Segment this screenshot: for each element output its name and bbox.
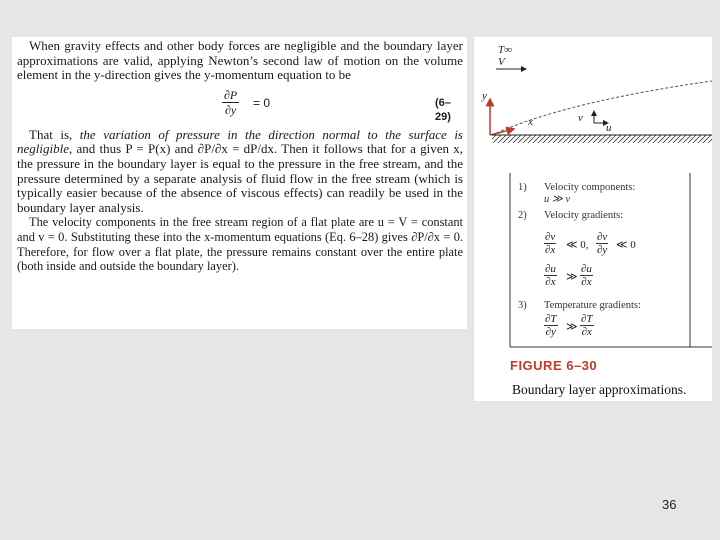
equation-numerator: ∂P xyxy=(224,87,238,102)
equation-denominator: ∂y xyxy=(225,102,237,117)
t-inf-label: T∞ xyxy=(498,44,512,56)
paragraph-flat-plate: The velocity components in the free stream region of a flat plate are u = V = constant and v = 0. Substituting these into the x-momentum equations (Eq. 6–28) gives ∂P/∂x = 0. Therefore, for flow over a flat plate, the pressure remains constant over the entire plate (both inside and outside the boundary layer). xyxy=(17,215,463,274)
gradient-fraction xyxy=(544,231,556,256)
gradient-fraction xyxy=(544,313,558,338)
equation-rhs: = 0 xyxy=(253,95,271,110)
fraction-numerator: ∂T xyxy=(581,313,593,325)
fraction-numerator: ∂u xyxy=(545,263,556,275)
relation-operator: ≪ 0, xyxy=(566,239,589,251)
figure-panel xyxy=(474,37,712,401)
fraction-denominator: ∂x xyxy=(545,244,556,256)
text-panel xyxy=(12,37,467,329)
fraction-denominator: ∂x xyxy=(581,326,592,338)
boundary-layer-edge xyxy=(492,81,712,135)
list-item-number: 1) xyxy=(518,182,527,193)
fraction-denominator: ∂x xyxy=(545,276,556,288)
relation-operator: ≫ xyxy=(566,321,578,333)
paragraph-y-momentum-intro: When gravity effects and other body forces are negligible and the boundary layer approximations are valid, applying Newton’s second law of motion on the volume element in the y-direction gives the y-momentum equation to be xyxy=(17,38,463,83)
fraction-numerator: ∂v xyxy=(545,231,556,243)
equation-fraction xyxy=(222,88,239,117)
list-item-number: 3) xyxy=(518,300,527,311)
fraction-numerator: ∂v xyxy=(597,231,608,243)
paragraph-text: , and thus P = P(x) and ∂P/∂x = dP/dx. Then it follows that for a given x, the pressure in the boundary layer is equal to the pressure in the free stream, and the pressure determined by a separate analysis of fluid flow in the free stream (which is typically easier because of the absence of viscous effects) can readily be used in the boundary layer analysis. xyxy=(17,141,463,215)
fraction-numerator: ∂T xyxy=(545,313,557,325)
figure-title: FIGURE 6–30 xyxy=(510,358,598,373)
v-free-stream-label: V xyxy=(498,56,505,68)
gradient-fraction xyxy=(580,313,594,338)
list-item xyxy=(518,182,698,208)
list-item-detail: u ≫ v xyxy=(544,194,571,205)
fraction-denominator: ∂y xyxy=(545,326,556,338)
equation-label: (6–29) xyxy=(435,96,451,124)
v-label: v xyxy=(578,112,583,124)
list-item-number: 2) xyxy=(518,210,527,221)
figure-caption: Boundary layer approximations. xyxy=(512,382,687,397)
fraction-numerator: ∂u xyxy=(581,263,592,275)
gradient-fraction xyxy=(544,263,557,288)
u-label: u xyxy=(606,122,612,134)
paragraph-pressure-variation xyxy=(17,128,463,216)
equation-6-29 xyxy=(17,86,463,124)
relation-operator: ≪ 0 xyxy=(616,239,636,251)
y-label: y xyxy=(482,90,487,102)
list-item-label: Velocity gradients: xyxy=(544,210,624,221)
fraction-denominator: ∂y xyxy=(597,244,608,256)
x-label: x xyxy=(528,116,533,128)
relation-operator: ≫ xyxy=(566,271,578,283)
list-item-label: Velocity components: xyxy=(544,182,636,193)
page-number: 36 xyxy=(662,497,677,512)
list-item-label: Temperature gradients: xyxy=(544,300,641,311)
fraction-denominator: ∂x xyxy=(581,276,592,288)
gradient-fraction xyxy=(596,231,608,256)
paragraph-text: That is, xyxy=(29,126,80,142)
flat-plate xyxy=(492,135,712,143)
gradient-fraction xyxy=(580,263,593,288)
paragraph-emphasis: the variation of pressure in the direction normal to the surface is negligible xyxy=(17,126,463,157)
